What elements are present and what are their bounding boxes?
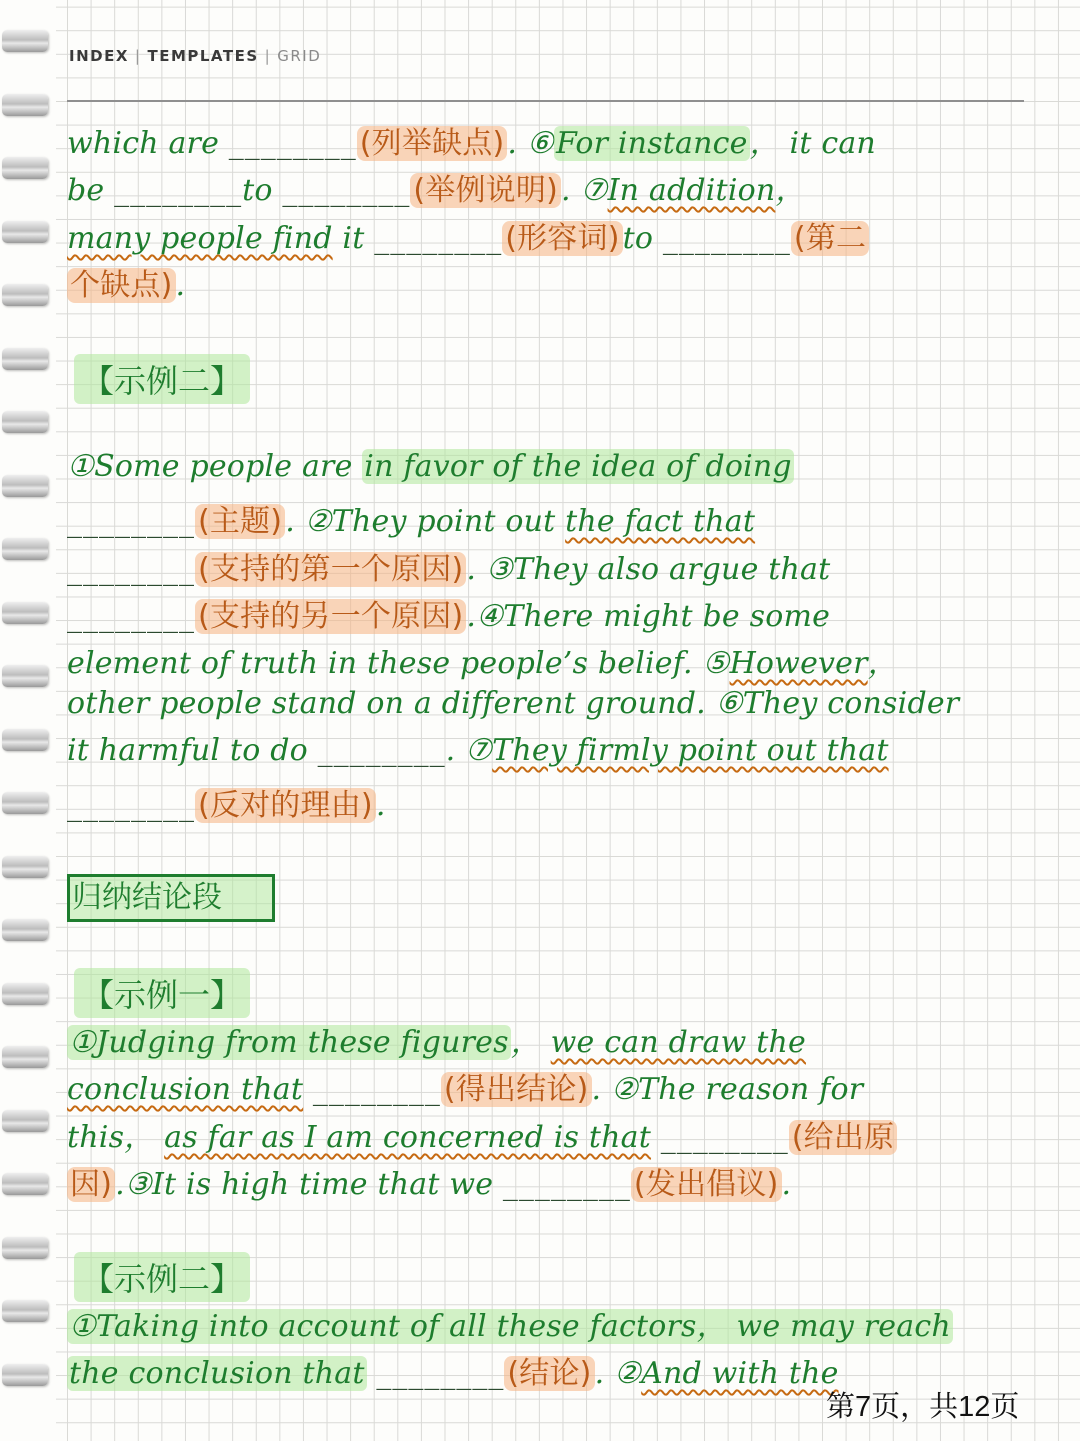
text-line bbox=[67, 1348, 839, 1392]
underlined-phrase: In addition bbox=[607, 173, 776, 208]
underlined-phrase: we can draw the bbox=[550, 1025, 806, 1060]
text: to bbox=[242, 173, 283, 208]
text: it bbox=[332, 221, 375, 256]
binding-ring bbox=[2, 919, 48, 941]
blank: ________ bbox=[312, 1072, 441, 1107]
text-line bbox=[67, 544, 830, 588]
binding-ring bbox=[2, 729, 48, 751]
binding-ring bbox=[2, 94, 48, 116]
blank: ________ bbox=[67, 504, 195, 539]
tab-grid[interactable]: GRID bbox=[277, 47, 322, 65]
binding-ring bbox=[2, 665, 48, 687]
binding-ring bbox=[2, 538, 48, 560]
text: ①Some people are bbox=[67, 449, 363, 484]
hint-highlight: (举例说明) bbox=[410, 173, 561, 208]
text-line bbox=[67, 780, 386, 824]
text bbox=[303, 1072, 313, 1107]
text: .③It is high time that we bbox=[115, 1167, 503, 1202]
text-line bbox=[67, 213, 869, 257]
binding-ring bbox=[2, 284, 48, 306]
text: other people stand on a different ground. ⑥They consider bbox=[67, 686, 960, 721]
hint-highlight: (发出倡议) bbox=[631, 1167, 782, 1202]
hint-highlight: (支持的第一个原因) bbox=[195, 552, 466, 587]
binding-ring bbox=[2, 157, 48, 179]
hint-highlight: (给出原 bbox=[789, 1120, 898, 1155]
example-label: 【示例二】 bbox=[74, 354, 250, 404]
text-line bbox=[67, 733, 889, 768]
text: it harmful to do bbox=[67, 733, 318, 768]
blank: ________ bbox=[282, 173, 411, 208]
binding-ring bbox=[2, 1300, 48, 1322]
header-divider: | bbox=[264, 47, 272, 65]
underlined-phrase: They firmly point out that bbox=[492, 733, 889, 768]
hint-highlight: (主题) bbox=[195, 504, 285, 539]
underlined-phrase: the fact that bbox=[565, 504, 756, 539]
blank: ________ bbox=[317, 733, 446, 768]
binding-ring bbox=[2, 221, 48, 243]
text-line bbox=[67, 686, 959, 721]
text: . ⑦ bbox=[445, 733, 493, 768]
hint-highlight: (结论) bbox=[504, 1356, 594, 1391]
hint-highlight: (列举缺点) bbox=[357, 126, 508, 161]
underlined-phrase: as far as I am concerned is that bbox=[164, 1120, 652, 1155]
text: . bbox=[375, 788, 386, 823]
spiral-binding bbox=[0, 0, 56, 1441]
text: . bbox=[781, 1167, 792, 1202]
binding-ring bbox=[2, 30, 48, 52]
text: ， it can bbox=[749, 126, 876, 161]
hint-highlight: (反对的理由) bbox=[195, 788, 376, 823]
example-label: 【示例二】 bbox=[74, 1252, 250, 1302]
text-line bbox=[67, 638, 898, 682]
underlined-phrase: many people find bbox=[67, 221, 333, 256]
blank: ________ bbox=[114, 173, 243, 208]
text: . ⑦ bbox=[560, 173, 608, 208]
text-line bbox=[67, 591, 830, 635]
blank: ________ bbox=[502, 1167, 631, 1202]
text: this， bbox=[67, 1120, 165, 1155]
binding-ring bbox=[2, 602, 48, 624]
binding-ring bbox=[2, 1046, 48, 1068]
blank: ________ bbox=[662, 221, 791, 256]
text-line bbox=[67, 1112, 897, 1156]
section-title: 归纳结论段 bbox=[67, 874, 275, 922]
phrase-highlight: in favor of the idea of doing bbox=[364, 449, 792, 484]
text: . ⑥ bbox=[507, 126, 554, 161]
hint-highlight: 个缺点) bbox=[67, 268, 176, 303]
underlined-phrase: conclusion that bbox=[67, 1072, 304, 1107]
blank: ________ bbox=[67, 552, 195, 587]
blank: ________ bbox=[228, 126, 357, 161]
binding-ring bbox=[2, 1237, 48, 1259]
hint-highlight: 因) bbox=[67, 1167, 115, 1202]
phrase-highlight: For instance bbox=[555, 126, 748, 161]
text: .④There might be some bbox=[466, 599, 831, 634]
text: which are bbox=[67, 126, 229, 161]
blank: ________ bbox=[660, 1120, 789, 1155]
text: . bbox=[175, 268, 186, 303]
text: . ②They point out bbox=[285, 504, 566, 539]
blank: ________ bbox=[67, 599, 195, 634]
text: . ② bbox=[594, 1356, 642, 1391]
binding-ring bbox=[2, 983, 48, 1005]
binding-ring bbox=[2, 856, 48, 878]
hint-highlight: (支持的另一个原因) bbox=[195, 599, 466, 634]
binding-ring bbox=[2, 411, 48, 433]
header-rule bbox=[67, 100, 1024, 102]
binding-ring bbox=[2, 1173, 48, 1195]
example-label: 【示例一】 bbox=[74, 968, 250, 1018]
text bbox=[367, 1356, 377, 1391]
text: ， bbox=[775, 173, 806, 208]
blank: ________ bbox=[376, 1356, 505, 1391]
binding-ring bbox=[2, 1110, 48, 1132]
text-line bbox=[67, 1017, 806, 1061]
text-line bbox=[67, 496, 755, 540]
header-divider: | bbox=[134, 47, 142, 65]
page-header-tabs bbox=[69, 47, 321, 65]
hint-highlight: (第二 bbox=[791, 221, 869, 256]
phrase-highlight: ①Taking into account of all these factors， we may reach bbox=[69, 1309, 951, 1344]
text-line bbox=[67, 260, 185, 304]
underlined-phrase: However bbox=[729, 646, 868, 681]
binding-ring bbox=[2, 475, 48, 497]
text: . ②The reason for bbox=[591, 1072, 864, 1107]
text bbox=[651, 1120, 661, 1155]
text-line bbox=[67, 1159, 791, 1203]
tab-templates[interactable]: TEMPLATES bbox=[147, 47, 259, 65]
text: be bbox=[67, 173, 115, 208]
text: to bbox=[622, 221, 663, 256]
binding-ring bbox=[2, 792, 48, 814]
tab-index[interactable]: INDEX bbox=[69, 47, 129, 65]
text-line bbox=[67, 1064, 863, 1108]
text-line bbox=[67, 118, 876, 162]
phrase-highlight: ①Judging from these figures bbox=[69, 1025, 509, 1060]
text-line bbox=[67, 449, 794, 484]
page-number: 第7页，共12页 bbox=[826, 1391, 1020, 1423]
text: ， bbox=[510, 1025, 551, 1060]
binding-ring bbox=[2, 1364, 48, 1386]
underlined-phrase: And with the bbox=[641, 1356, 839, 1391]
text: . ③They also argue that bbox=[466, 552, 831, 587]
hint-highlight: (形容词) bbox=[502, 221, 622, 256]
blank: ________ bbox=[374, 221, 503, 256]
text: element of truth in these people’s belief. ⑤ bbox=[67, 646, 730, 681]
text: ， bbox=[867, 646, 898, 681]
binding-ring bbox=[2, 348, 48, 370]
hint-highlight: (得出结论) bbox=[441, 1072, 592, 1107]
phrase-highlight: the conclusion that bbox=[69, 1356, 365, 1391]
text-line bbox=[67, 1301, 953, 1345]
text-line bbox=[67, 165, 806, 209]
blank: ________ bbox=[67, 788, 195, 823]
